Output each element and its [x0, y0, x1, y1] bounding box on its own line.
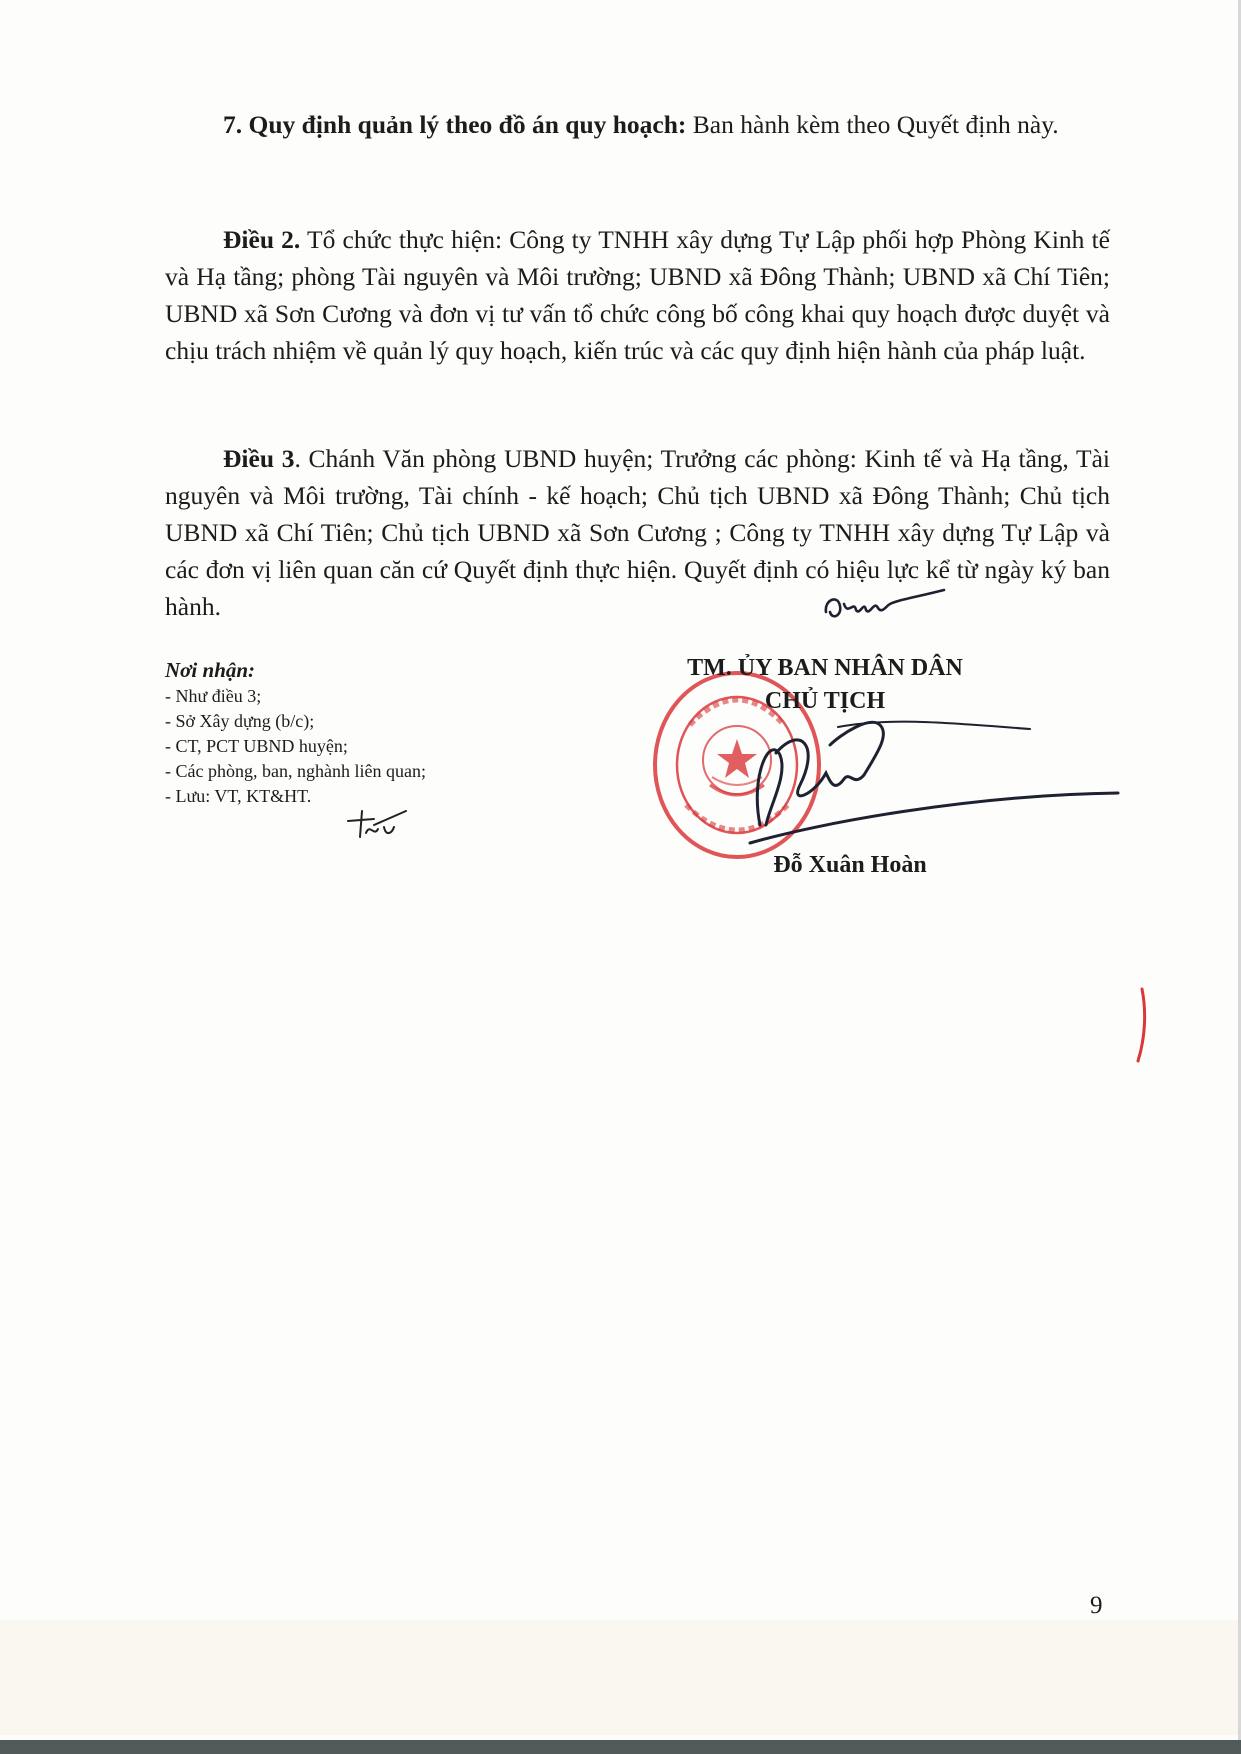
recipient-item: - Như điều 3;	[165, 686, 262, 706]
section-7-heading: 7. Quy định quản lý theo đồ án quy hoạch:	[223, 110, 687, 139]
scan-bottom-bar	[0, 1740, 1241, 1754]
initial-signature	[820, 582, 950, 628]
chairman-signature	[730, 715, 1120, 855]
recipients-list	[165, 684, 585, 809]
section-7-paragraph	[165, 106, 1110, 143]
recipient-item: - CT, PCT UBND huyện;	[165, 736, 348, 756]
article-2-text: Tổ chức thực hiện: Công ty TNHH xây dựng Tự Lập phối hợp Phòng Kinh tế và Hạ tầng; phòng Tài nguyên và Môi trường; UBND xã Đông Thành; UBND xã Chí Tiên; UBND xã Sơn Cương và đơn vị tư vấn tổ chức công bố công khai quy hoạch được duyệt và chịu trách nhiệm về quản lý quy hoạch, kiến trúc và các quy định hiện hành của pháp luật.	[165, 225, 1110, 365]
page-number: 9	[1090, 1592, 1103, 1619]
section-7-text: Ban hành kèm theo Quyết định này.	[686, 110, 1059, 139]
signer-name: Đỗ Xuân Hoàn	[773, 852, 927, 878]
recipients-header: Nơi nhận:	[165, 658, 256, 682]
article-3-paragraph	[165, 440, 1110, 625]
recipient-item: - Các phòng, ban, nghành liên quan;	[165, 761, 426, 781]
signer-title-block	[640, 652, 1010, 718]
archive-initial-mark	[344, 803, 414, 845]
article-3-heading: Điều 3	[223, 444, 295, 473]
scan-footer-band	[0, 1620, 1241, 1735]
recipients-block	[165, 656, 585, 809]
signer-organization: TM. ỦY BAN NHÂN DÂN	[687, 655, 963, 681]
red-pen-edge-mark	[1130, 985, 1152, 1065]
article-2-paragraph	[165, 221, 1110, 369]
recipient-item: - Lưu: VT, KT&HT.	[165, 786, 312, 806]
article-2-heading: Điều 2.	[223, 225, 301, 254]
recipient-item: - Sở Xây dựng (b/c);	[165, 711, 315, 731]
signer-position: CHỦ TỊCH	[764, 688, 886, 714]
article-3-text: . Chánh Văn phòng UBND huyện; Trưởng các phòng: Kinh tế và Hạ tầng, Tài nguyên và Môi trường, Tài chính - kế hoạch; Chủ tịch UBND xã Đông Thành; Chủ tịch UBND xã Chí Tiên; Chủ tịch UBND xã Sơn Cương ; Công ty TNHH xây dựng Tự Lập và các đơn vị liên quan căn cứ Quyết định thực hiện. Quyết định có hiệu lực kể từ ngày ký ban hành.	[165, 444, 1111, 621]
